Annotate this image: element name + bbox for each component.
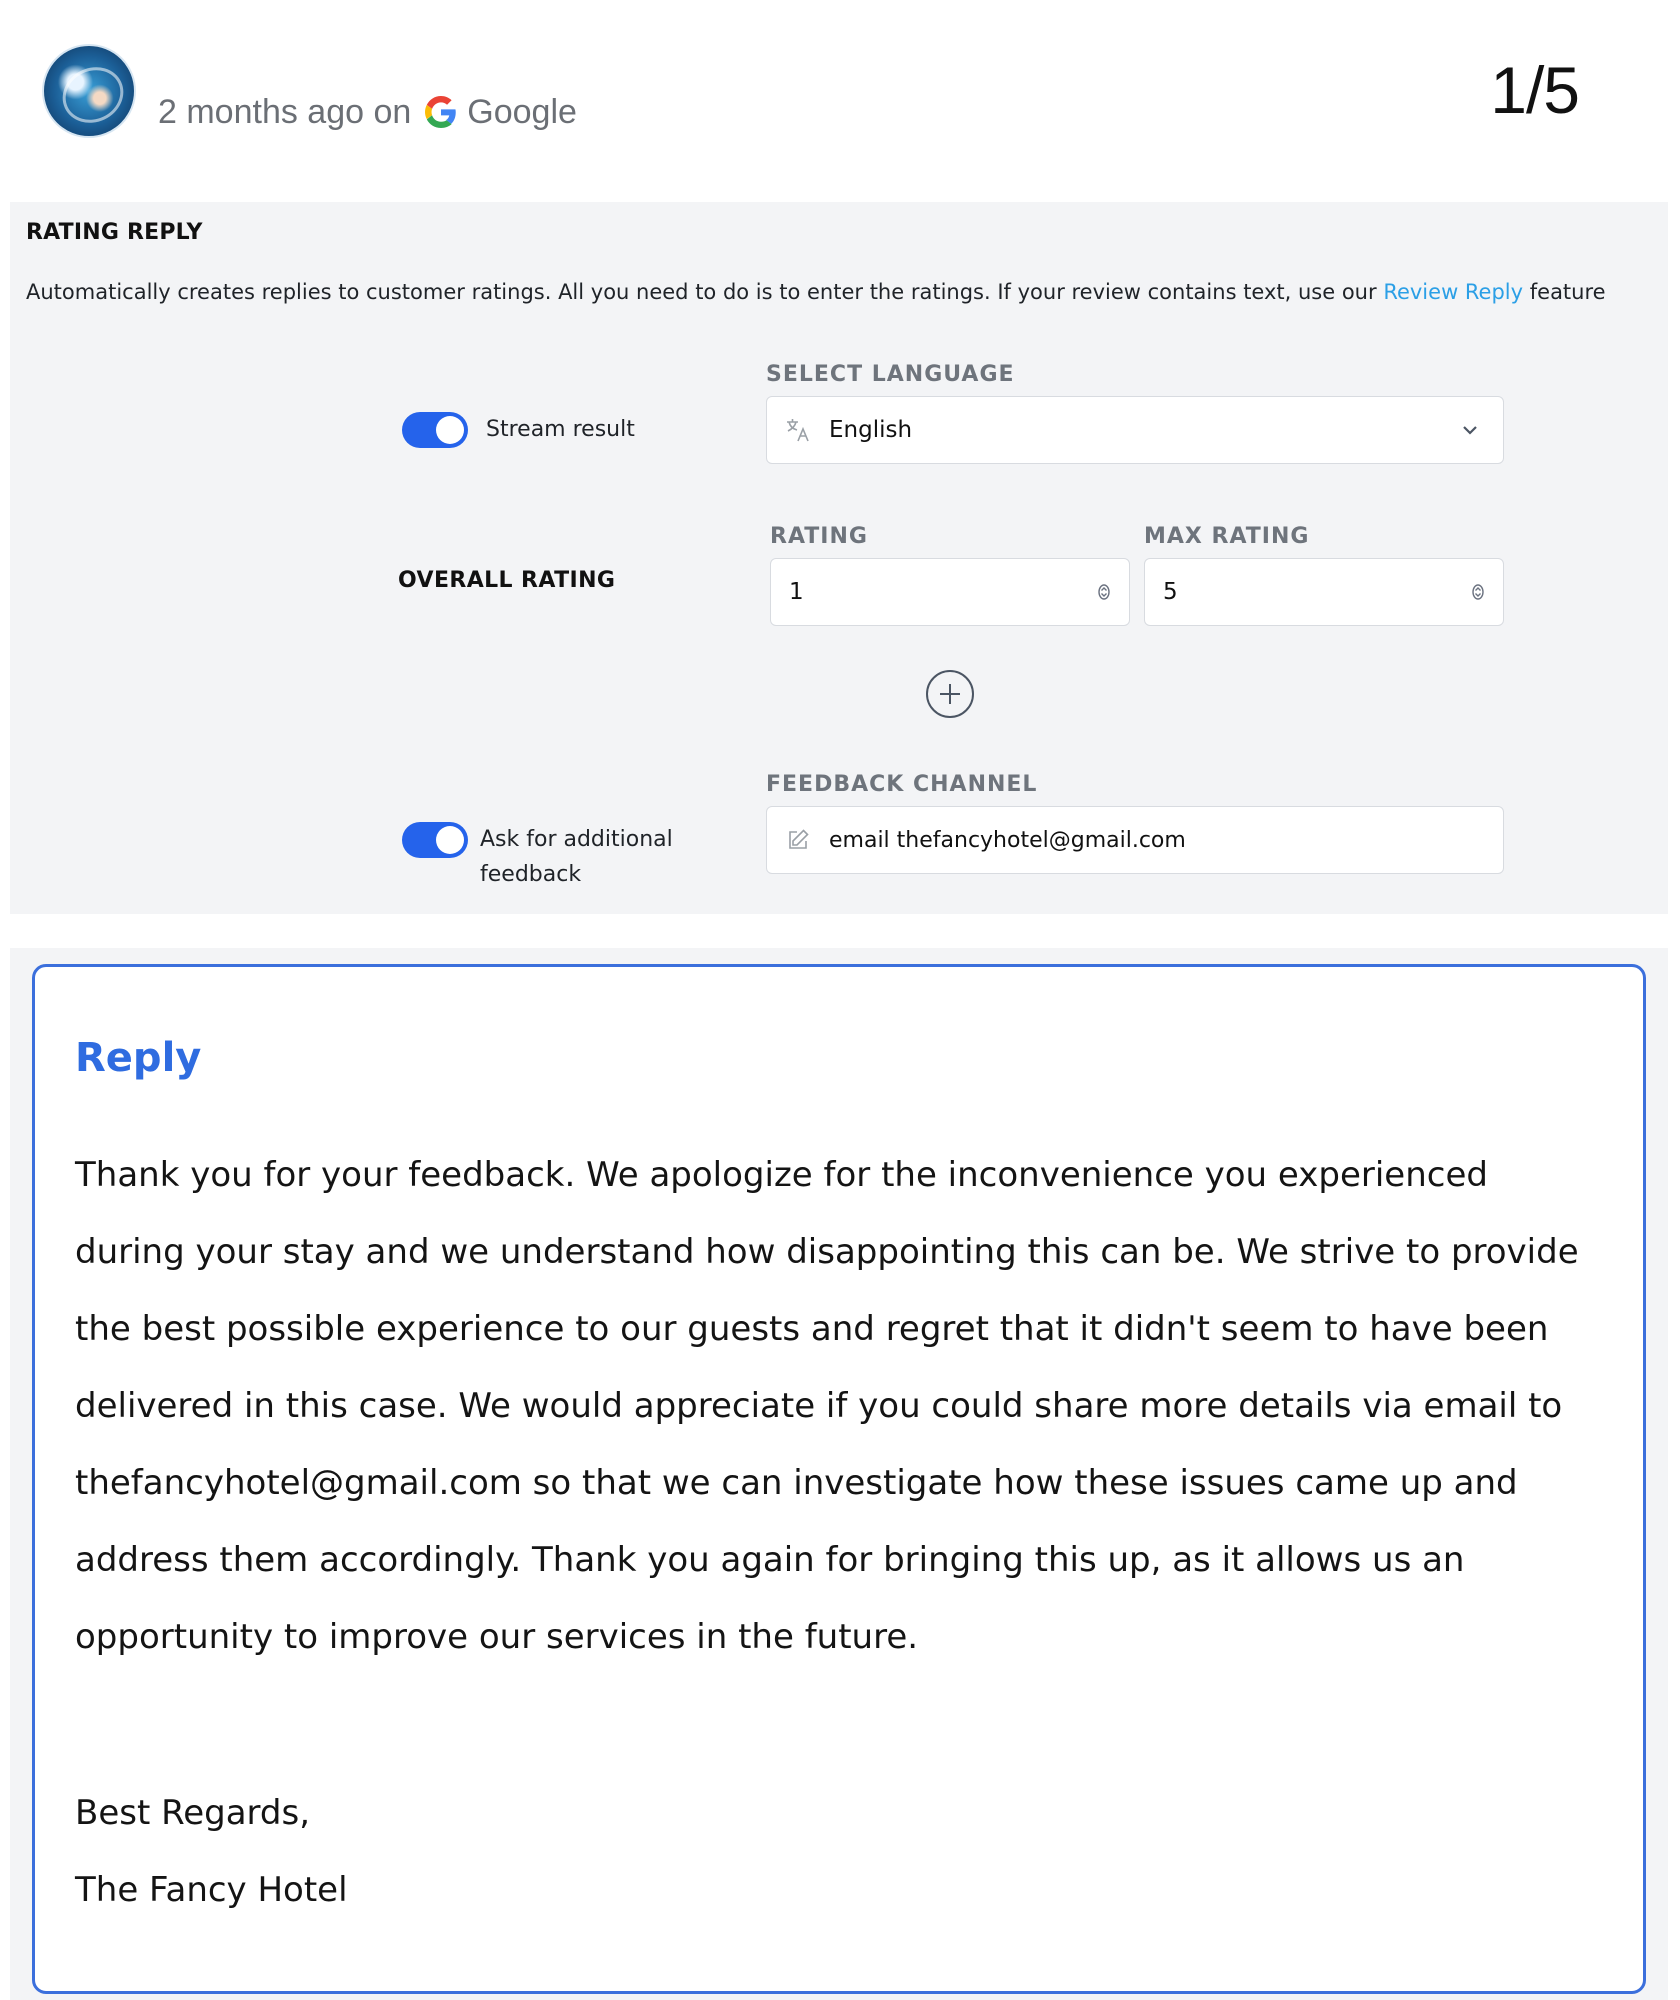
rating-input[interactable] [770,558,1130,626]
rating-reply-panel [10,202,1668,914]
review-header [0,0,1680,200]
review-index: 1/5 [1490,53,1579,127]
language-value: English [829,417,913,443]
max-rating-value: 5 [1163,579,1178,605]
reply-text [75,1137,1635,1676]
reply-sign-off: Best Regards, [75,1793,311,1833]
panel-title: RATING REPLY [26,220,203,245]
stream-result-label: Stream result [486,417,635,442]
ask-feedback-toggle[interactable] [402,822,468,858]
reply-line: delivered in this case. We would appreciate if you could share more details via email to [75,1386,1563,1426]
chevron-down-icon [1459,419,1481,441]
ask-feedback-label-line1: Ask for additional [480,827,673,852]
number-spinner-icon[interactable] [1471,581,1485,603]
panel-description [26,280,1606,304]
feedback-channel-label: FEEDBACK CHANNEL [766,772,1038,797]
max-rating-label: MAX RATING [1144,524,1310,549]
number-spinner-icon[interactable] [1097,581,1111,603]
reply-line: thefancyhotel@gmail.com so that we can investigate how these issues came up and [75,1463,1518,1503]
reply-line: opportunity to improve our services in the future. [75,1617,919,1657]
reply-section [10,948,1668,2000]
max-rating-input[interactable] [1144,558,1504,626]
reply-line: during your stay and we understand how disappointing this can be. We strive to provide [75,1232,1579,1272]
feedback-channel-value: email thefancyhotel@gmail.com [829,827,1186,853]
language-select[interactable] [766,396,1504,464]
reply-card [32,964,1646,1994]
toggle-knob [436,416,464,444]
ask-feedback-label [480,822,673,892]
translate-icon [785,417,811,443]
reply-line: address them accordingly. Thank you again for bringing this up, as it allows us an [75,1540,1465,1580]
avatar[interactable] [42,44,136,138]
reply-signature [75,1775,348,1929]
review-reply-link[interactable]: Review Reply [1383,280,1524,304]
overall-rating-label: OVERALL RATING [398,568,616,593]
description-suffix: feature [1523,280,1606,304]
rating-value: 1 [789,579,804,605]
review-source: Google [467,92,577,131]
description-text: Automatically creates replies to customer ratings. All you need to do is to enter the ratings. If your review contains text, use our [26,280,1384,304]
select-language-label: SELECT LANGUAGE [766,362,1015,387]
rating-label: RATING [770,524,868,549]
review-meta [158,92,577,132]
ask-feedback-label-line2: feedback [480,862,582,887]
review-time: 2 months ago on [158,92,412,131]
feedback-channel-input[interactable] [766,806,1504,874]
reply-signature-name: The Fancy Hotel [75,1870,348,1910]
google-g-icon [425,96,457,128]
edit-icon [785,827,811,853]
toggle-knob [436,826,464,854]
stream-result-toggle[interactable] [402,412,468,448]
reply-line: the best possible experience to our guests and regret that it didn't seem to have been [75,1309,1549,1349]
add-rating-button[interactable] [926,670,974,718]
reply-title: Reply [75,1035,202,1081]
reply-line: Thank you for your feedback. We apologize for the inconvenience you experienced [75,1155,1488,1195]
